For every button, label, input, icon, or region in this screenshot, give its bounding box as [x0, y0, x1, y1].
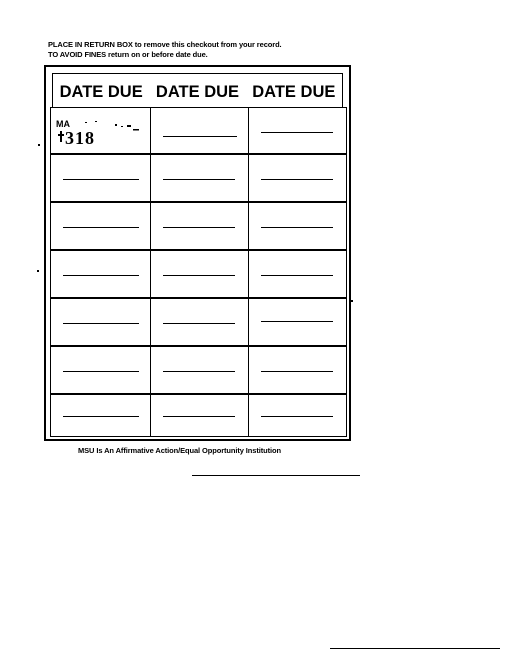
header-date-due-2: DATE DUE — [155, 82, 240, 101]
date-cell-r3-c1 — [50, 202, 152, 250]
date-cell-r1-c1 — [50, 107, 152, 154]
instruction-line-1 — [48, 40, 282, 50]
date-cell-r4-c1 — [50, 250, 152, 298]
date-cell-r2-c3 — [248, 154, 347, 202]
date-cell-r6-c1 — [50, 346, 152, 394]
date-cell-r5-c3 — [248, 298, 347, 346]
date-cell-r5-c2 — [150, 298, 250, 346]
header-date-due-3: DATE DUE — [252, 82, 336, 101]
stamp-month-text: MA — [56, 119, 70, 129]
header-row — [52, 73, 343, 111]
scan-speck-2 — [37, 270, 39, 272]
instruction-line-2 — [48, 50, 282, 60]
scan-speck-1 — [38, 144, 40, 146]
instruction-line-1-rest: to remove this checkout from your record. — [132, 40, 282, 49]
instruction-line-2-strong: TO AVOID FINES — [48, 50, 107, 59]
date-cell-r6-c3 — [248, 346, 347, 394]
instruction-line-2-rest: return on or before date due. — [106, 50, 208, 59]
date-cell-r7-c3 — [248, 394, 347, 437]
date-cell-r4-c3 — [248, 250, 347, 298]
footer-statement: MSU Is An Affirmative Action/Equal Opportunity Institution — [78, 446, 281, 455]
date-cell-r7-c1 — [50, 394, 152, 437]
instructions — [48, 40, 282, 60]
signature-rule-bottom — [330, 648, 500, 649]
date-cell-r4-c2 — [150, 250, 250, 298]
stamp-printed-date: 318 — [65, 128, 95, 148]
date-cell-r7-c2 — [150, 394, 250, 437]
date-cell-r6-c2 — [150, 346, 250, 394]
header-date-due-1: DATE DUE — [59, 82, 143, 101]
date-stamp — [55, 114, 143, 148]
date-cell-r1-c2 — [150, 107, 250, 154]
date-cell-r5-c1 — [50, 298, 152, 346]
date-cell-r3-c2 — [150, 202, 250, 250]
date-cell-r2-c2 — [150, 154, 250, 202]
date-cell-r1-c3 — [248, 107, 347, 154]
date-due-slip — [44, 65, 351, 441]
signature-rule-middle — [192, 475, 360, 476]
date-cell-r2-c1 — [50, 154, 152, 202]
scan-speck-3 — [351, 300, 353, 302]
date-cell-r3-c3 — [248, 202, 347, 250]
instruction-line-1-strong: PLACE IN RETURN BOX — [48, 40, 133, 49]
